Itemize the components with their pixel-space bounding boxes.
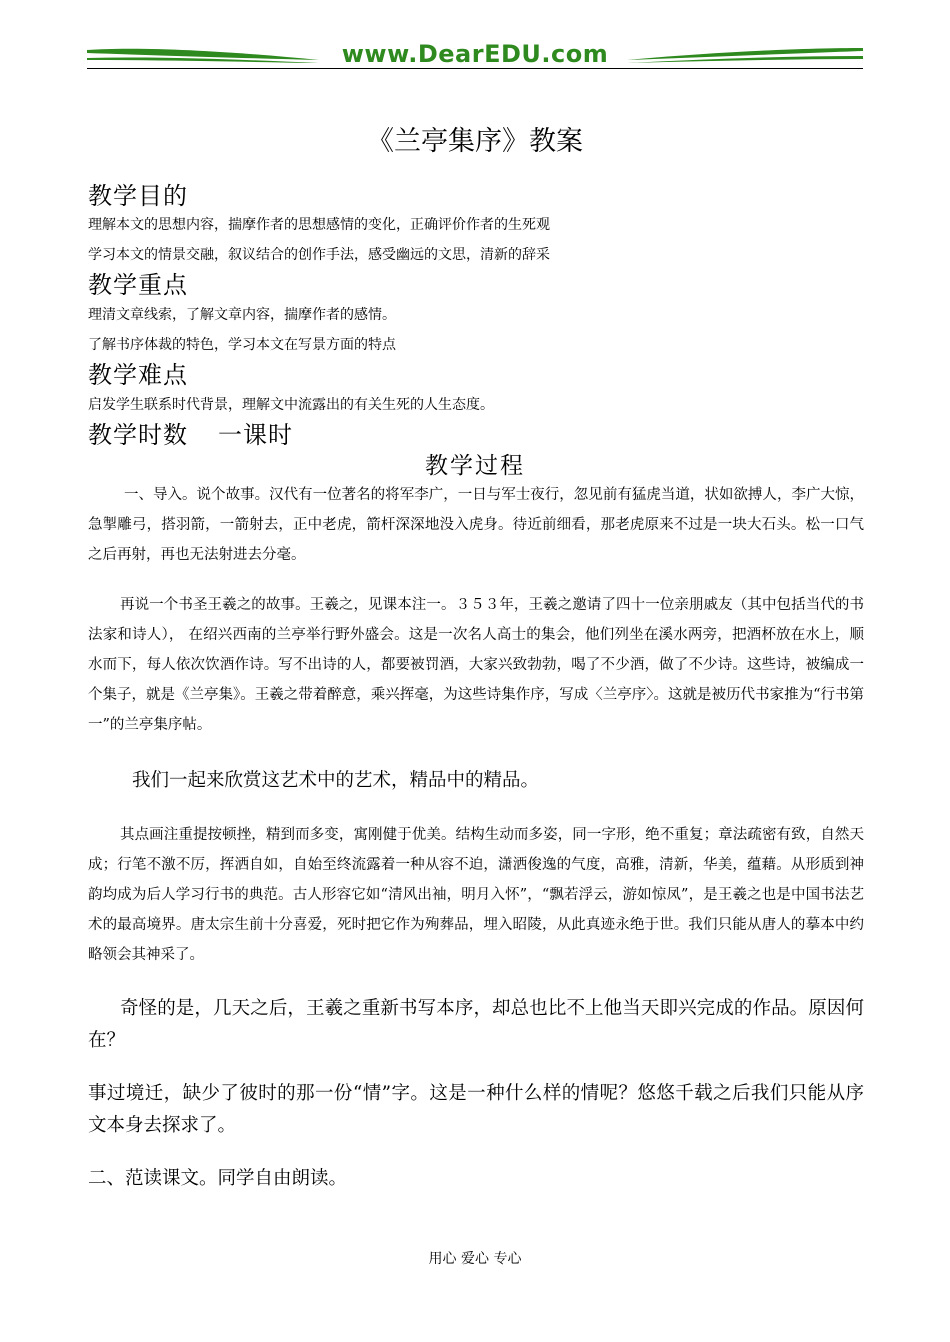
process-paragraph-analysis: 其点画注重提按顿挫，精到而多变，寓刚健于优美。结构生动而多姿，同一字形，绝不重复；章法疏密有致，自然天成；行笔不激不厉，挥洒自如，自始至终流露着一种从容不迫，潇洒俊逸的气度，高雅，清新，华美，蕴藉。从形质到神韵均成为后人学习行书的典范。古人形容它如“清风出袖，明月入怀”，“飘若浮云，游如惊凤”，是王羲之也是中国书法艺术的最高境界。唐太宗生前十分喜爱，死时把它作为殉葬品，埋入昭陵，从此真迹永绝于世。我们只能从唐人的摹本中约略领会其神采了。 xyxy=(88,827,864,963)
hours-heading: 教学时数 xyxy=(88,421,188,449)
hours-value: 一课时 xyxy=(218,421,293,449)
process-paragraph-appreciate: 我们一起来欣赏这艺术中的艺术，精品中的精品。 xyxy=(132,770,540,791)
page-footer: 用心 爱心 专心 xyxy=(428,1251,522,1267)
key-points-heading: 教学重点 xyxy=(88,271,188,299)
difficulties-heading: 教学难点 xyxy=(88,361,188,389)
key-point-item: 理清文章线索，了解文章内容，揣摩作者的感情。 xyxy=(88,307,396,323)
key-point-item: 了解书序体裁的特色，学习本文在写景方面的特点 xyxy=(88,337,396,353)
difficulty-item: 启发学生联系时代背景，理解文中流露出的有关生死的人生态度。 xyxy=(88,397,494,413)
process-heading: 教学过程 xyxy=(425,453,525,479)
process-paragraph-question: 奇怪的是，几天之后，王羲之重新书写本序，却总也比不上他当天即兴完成的作品。原因何在？ xyxy=(88,998,864,1051)
site-url[interactable]: www.DearEDU.com xyxy=(341,40,609,68)
process-paragraph-reading: 二、范读课文。同学自由朗读。 xyxy=(88,1168,348,1189)
process-paragraph-answer: 事过境迁，缺少了彼时的那一份“情”字。这是一种什么样的情呢？悠悠千载之后我们只能从序文本身去探求了。 xyxy=(88,1083,864,1136)
objective-item: 学习本文的情景交融，叙议结合的创作手法，感受幽远的文思，清新的辞采 xyxy=(88,247,550,263)
objectives-heading: 教学目的 xyxy=(88,182,188,210)
header-divider xyxy=(87,68,863,69)
hours-line xyxy=(88,421,293,449)
process-paragraph-intro: 一、导入。说个故事。汉代有一位著名的将军李广，一日与军士夜行，忽见前有猛虎当道，状如欲搏人，李广大惊，急掣雕弓，搭羽箭，一箭射去，正中老虎，箭杆深深地没入虎身。待近前细看，那老虎原来不过是一块大石头。松一口气之后再射，再也无法射进去分毫。 xyxy=(88,487,864,563)
objective-item: 理解本文的思想内容，揣摩作者的思想感情的变化，正确评价作者的生死观 xyxy=(88,217,550,233)
site-banner xyxy=(87,38,863,72)
process-paragraph-story: 再说一个书圣王羲之的故事。王羲之，见课本注一。３５３年，王羲之邀请了四十一位亲朋戚友（其中包括当代的书法家和诗人）， 在绍兴西南的兰亭举行野外盛会。这是一次名人高士的集会，他们列坐在溪水两旁，把酒杯放在水上，顺水而下，每人依次饮酒作诗。写不出诗的人，都要被罚酒，大家兴致勃勃，喝了不少酒，做了不少诗。这些诗，被编成一个集子，就是《兰亭集》。王羲之带着醉意，乘兴挥毫，为这些诗集作序，写成〈兰亭序〉。这就是被历代书家推为“行书第一”的兰亭集序帖。 xyxy=(88,597,864,733)
document-title: 《兰亭集序》教案 xyxy=(367,126,583,157)
